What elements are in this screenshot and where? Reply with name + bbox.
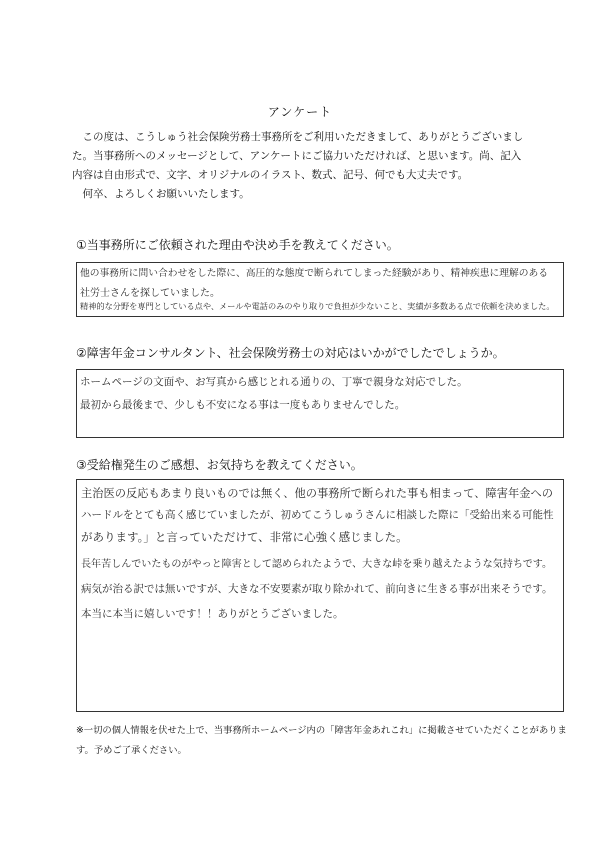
- answer-line: 他の事務所に問い合わせをした際に、高圧的な態度で断られてしまった経験があり、精神疾患に理解のある: [80, 268, 548, 279]
- answer-line: 精神的な分野を専門としている点や、メールや電話のみのやり取りで負担が少ないこと、実績が多数ある点で依頼を決めました。: [80, 301, 555, 311]
- answer-line: 主治医の反応もあまり良いものでは無く、他の事務所で断られた事も相まって、障害年金への: [81, 487, 554, 500]
- intro-line: た。当事務所へのメッセージとして、アンケートにご協力いただければ、と思います。尚、記入: [72, 150, 522, 162]
- answer-line: ホームページの文面や、お写真から感じとれる通りの、丁寧で親身な対応でした。: [80, 376, 468, 388]
- question-1-label: ①当事務所にご依頼された理由や決め手を教えてください。: [76, 238, 399, 252]
- intro-line: この度は、こうしゅう社会保険労務士事務所をご利用いただきまして、ありがとうございまし: [72, 131, 524, 143]
- answer-line: 病気が治る訳では無いですが、大きな不安要素が取り除かれて、前向きに生きる事が出来そうです。: [81, 583, 553, 595]
- intro-line: 内容は自由形式で、文字、オリジナルのイラスト、数式、記号、何でも大丈夫です。: [72, 169, 469, 181]
- question-3-label: ③受給権発生のご感想、お気持ちを教えてください。: [76, 458, 363, 472]
- footnote-line: ※一切の個人情報を伏せた上で、当事務所ホームページ内の「障害年金あれこれ」に掲載させていただくことがありま: [76, 725, 567, 736]
- page-title: アンケート: [267, 105, 333, 119]
- answer-line: があります。」と言っていただけて、非常に心強く感じました。: [81, 530, 408, 544]
- answer-line: 最初から最後まで、少しも不安になる事は一度もありませんでした。: [80, 399, 406, 411]
- question-3-answer-box: [76, 479, 564, 712]
- answer-line: 社労士さんを探していました。: [80, 288, 220, 299]
- answer-line: 本当に本当に嬉しいです！！ありがとうございました。: [81, 608, 344, 620]
- footnote: [76, 721, 567, 761]
- intro-text: [72, 128, 532, 204]
- question-2-answer-box: [76, 369, 564, 438]
- question-2-label: ②障害年金コンサルタント、社会保険労務士の対応はいかがでしたでしょうか。: [76, 346, 505, 360]
- question-1-answer-box: [76, 262, 564, 317]
- intro-line: 何卒、よろしくお願いいたします。: [72, 188, 250, 200]
- answer-line: ハードルをとても高く感じていましたが、初めてこうしゅうさんに相談した際に「受給出来る可能性: [81, 509, 554, 521]
- answer-line: 長年苦しんでいたものがやっと障害として認められたようで、大きな峠を乗り越えたような気持ちです。: [81, 559, 553, 570]
- footnote-line: す。予めご了承ください。: [76, 745, 187, 756]
